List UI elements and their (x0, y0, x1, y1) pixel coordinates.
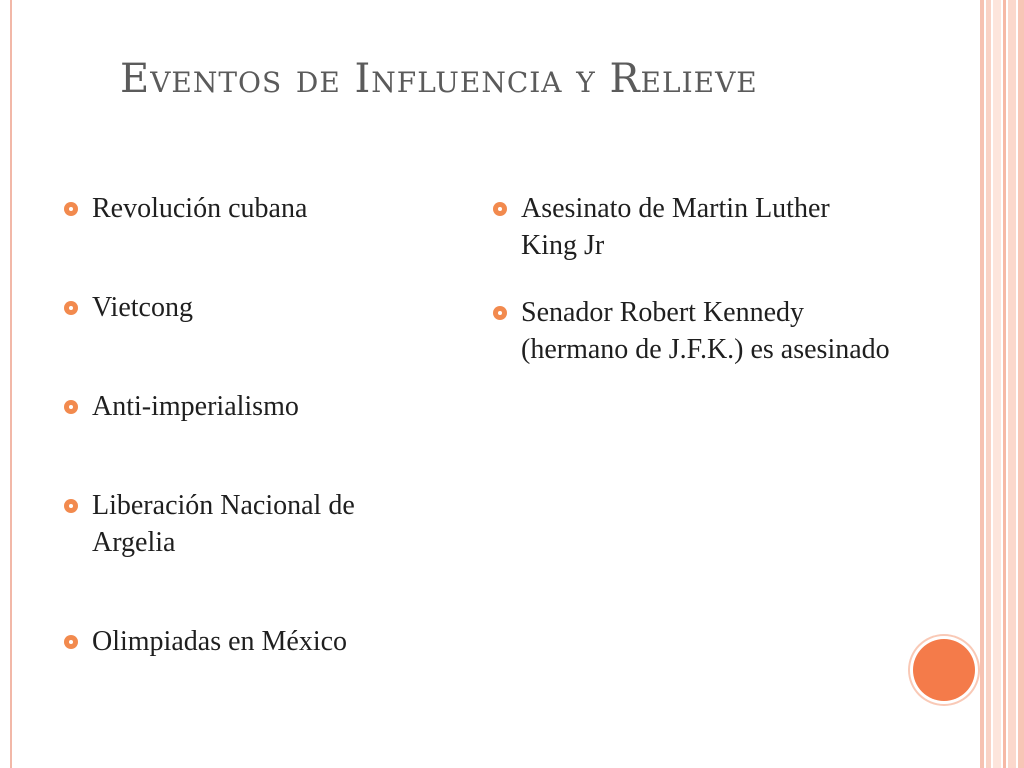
circle-bullet-icon (493, 202, 507, 216)
stripe (986, 0, 991, 768)
right-bullet-list (493, 190, 893, 368)
list-item (64, 289, 464, 326)
circle-bullet-icon (493, 306, 507, 320)
list-item (64, 623, 464, 660)
circle-bullet-icon (64, 499, 78, 513)
right-decorative-stripes (980, 0, 1024, 768)
slide-title: Eventos de Influencia y Relieve (120, 56, 758, 102)
stripe (980, 0, 984, 768)
stripe (993, 0, 1001, 768)
list-item (64, 487, 422, 561)
circle-bullet-icon (64, 400, 78, 414)
circle-bullet-icon (64, 202, 78, 216)
list-item-text: Asesinato de Martin Luther King Jr (521, 193, 830, 261)
list-item-text: Senador Robert Kennedy (hermano de J.F.K.) es asesinado (521, 297, 890, 365)
stripe (1003, 0, 1006, 768)
right-column (493, 190, 893, 398)
list-item (493, 294, 891, 368)
circle-bullet-icon (64, 301, 78, 315)
list-item (64, 388, 464, 425)
list-item-text: Vietcong (92, 292, 193, 323)
stripe (1008, 0, 1016, 768)
list-item-text: Olimpiadas en México (92, 626, 348, 657)
stripe (1018, 0, 1024, 768)
list-item-text: Revolución cubana (92, 193, 308, 224)
circle-bullet-icon (64, 635, 78, 649)
left-border-line (10, 0, 12, 768)
list-item-text: Liberación Nacional de Argelia (92, 490, 355, 558)
list-item-text: Anti-imperialismo (92, 391, 299, 422)
left-bullet-list (64, 190, 464, 660)
list-item (493, 190, 851, 264)
left-column (64, 190, 464, 722)
list-item (64, 190, 464, 227)
orange-circle-icon (913, 639, 975, 701)
